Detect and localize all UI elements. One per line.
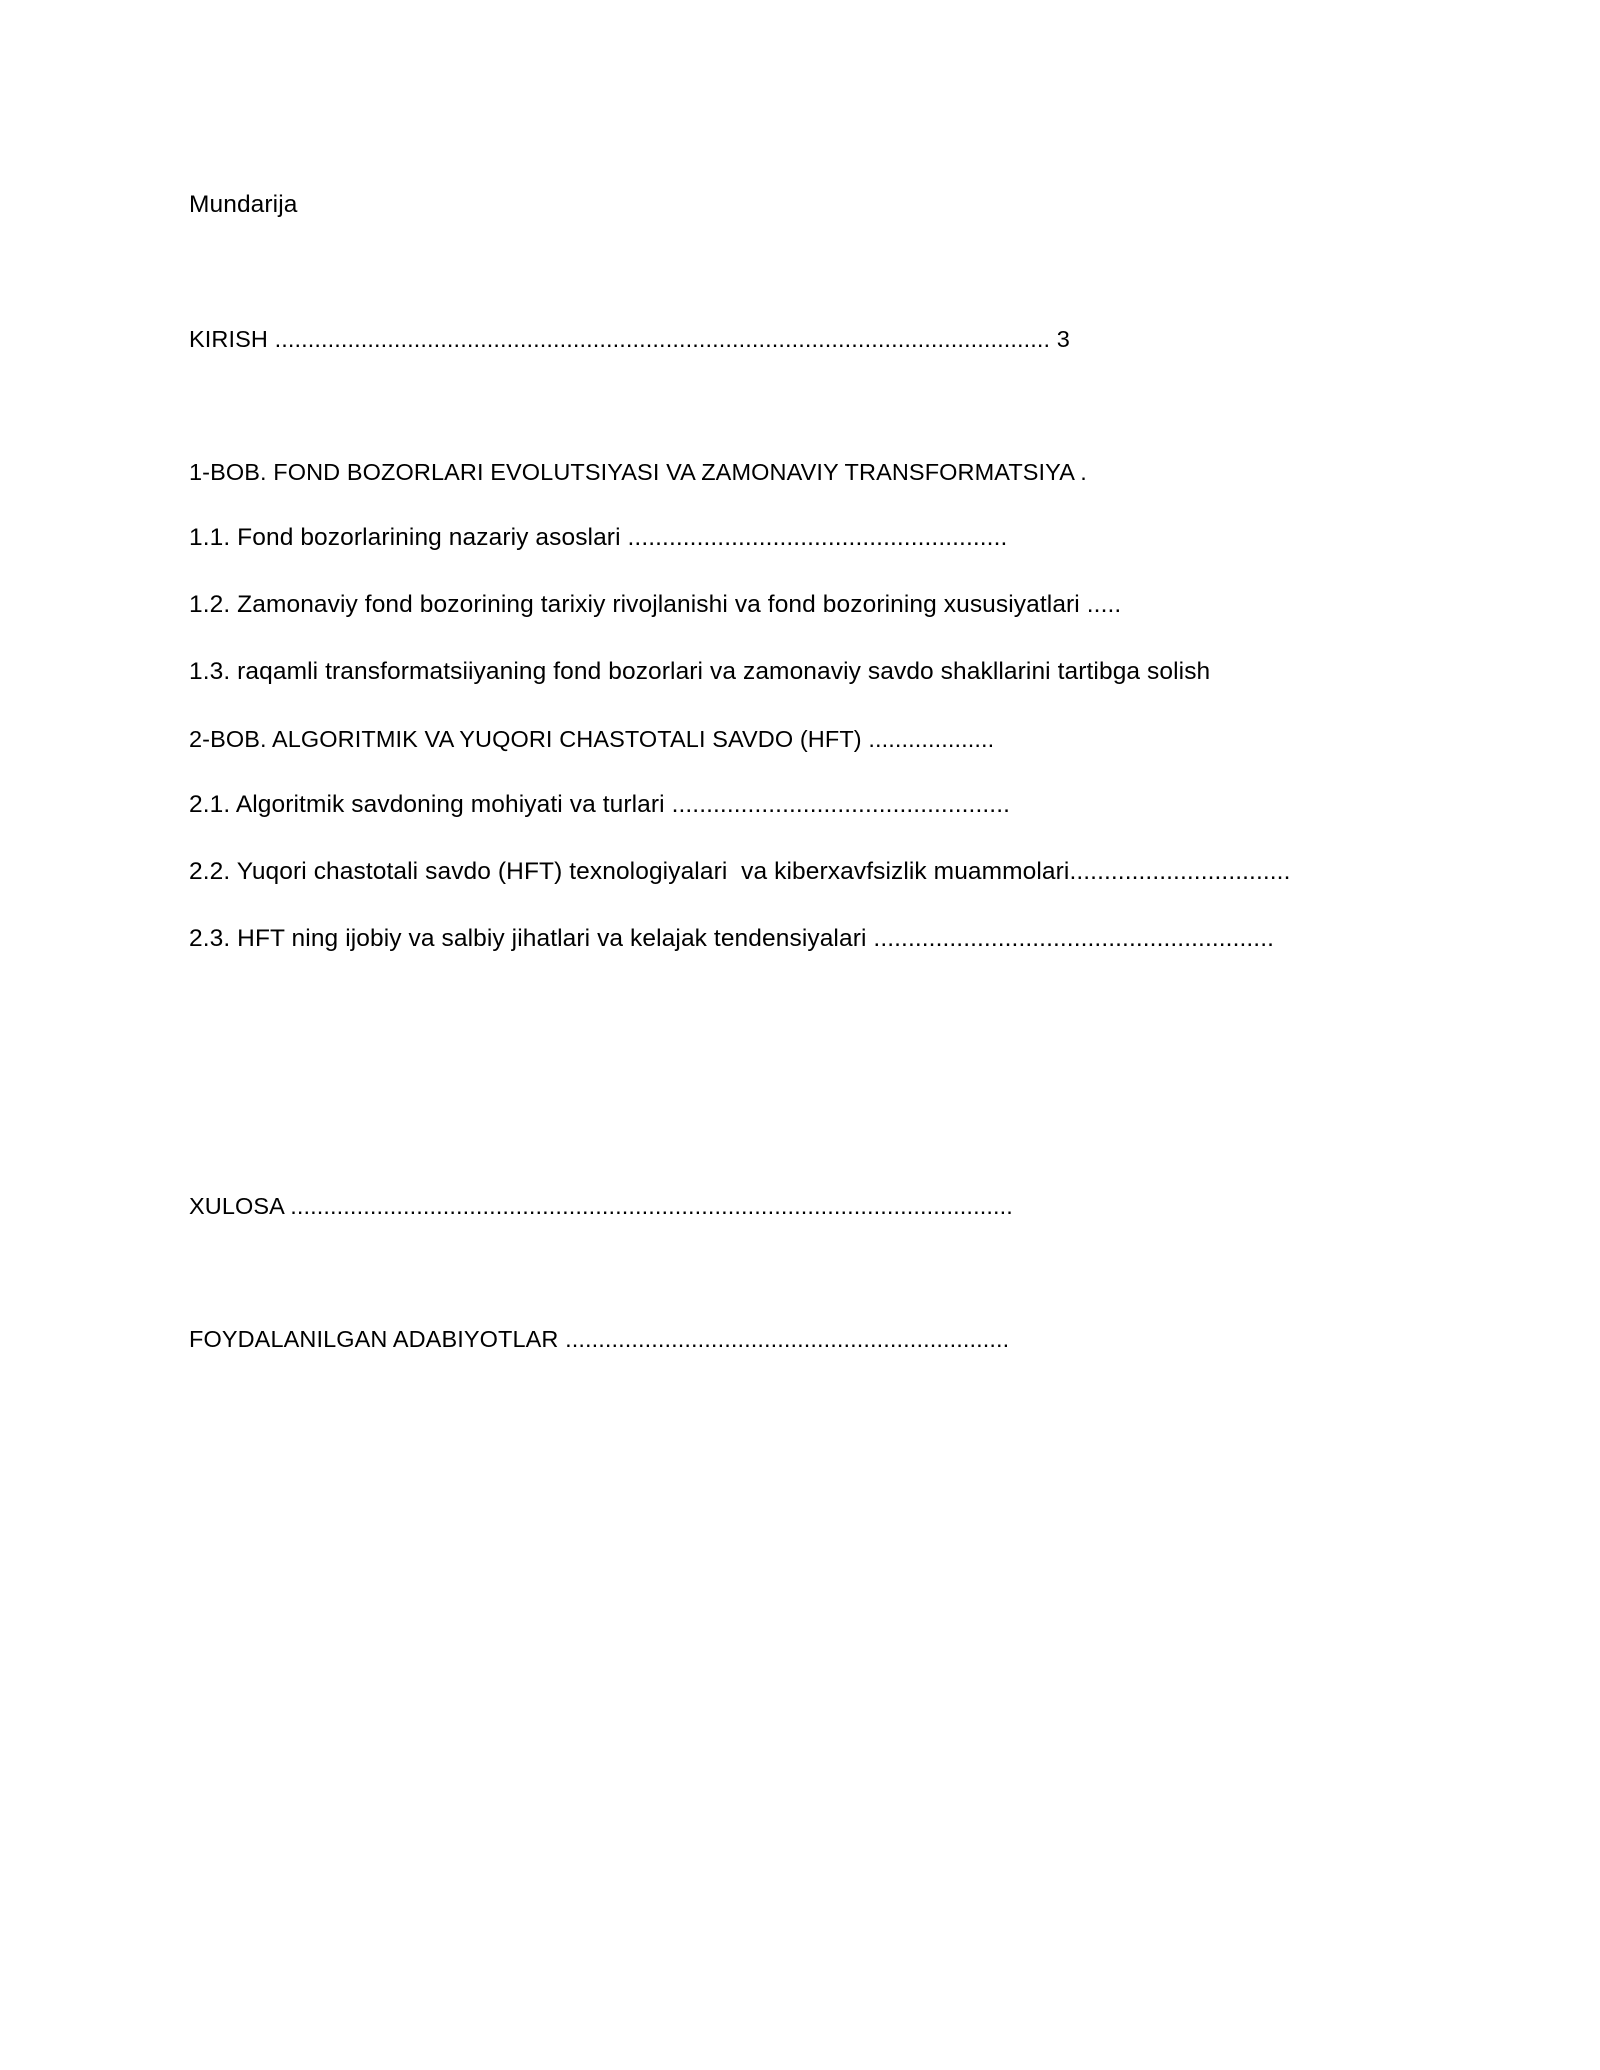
toc-entry-adabiyotlar: FOYDALANILGAN ADABIYOTLAR ................................................................... (189, 1326, 1010, 1352)
toc-entry-section-2-1: 2.1. Algoritmik savdoning mohiyati va turlari ................................................. (189, 791, 1011, 818)
toc-entry-chapter-1: 1-BOB. FOND BOZORLARI EVOLUTSIYASI VA ZAMONAVIY TRANSFORMATSIYA . (189, 459, 1087, 485)
toc-title: Mundarija (189, 191, 298, 218)
toc-entry-section-2-2: 2.2. Yuqori chastotali savdo (HFT) texnologiyalari va kiberxavfsizlik muammolari................................ (189, 858, 1291, 885)
toc-entry-section-1-3: 1.3. raqamli transformatsiiyaning fond bozorlari va zamonaviy savdo shakllarini tartibga solish (189, 658, 1211, 685)
toc-entry-xulosa: XULOSA ............................................................................................................. (189, 1193, 1013, 1219)
toc-entry-section-1-1: 1.1. Fond bozorlarining nazariy asoslari ....................................................... (189, 524, 1008, 551)
toc-entry-section-2-3: 2.3. HFT ning ijobiy va salbiy jihatlari va kelajak tendensiyalari .......................................................... (189, 925, 1275, 952)
toc-entry-chapter-2: 2-BOB. ALGORITMIK VA YUQORI CHASTOTALI SAVDO (HFT) ................... (189, 726, 995, 752)
toc-entry-section-1-2: 1.2. Zamonaviy fond bozorining tarixiy rivojlanishi va fond bozorining xususiyatlari ..... (189, 591, 1122, 618)
toc-entry-kirish: KIRISH ..................................................................................................................... 3 (189, 326, 1070, 352)
